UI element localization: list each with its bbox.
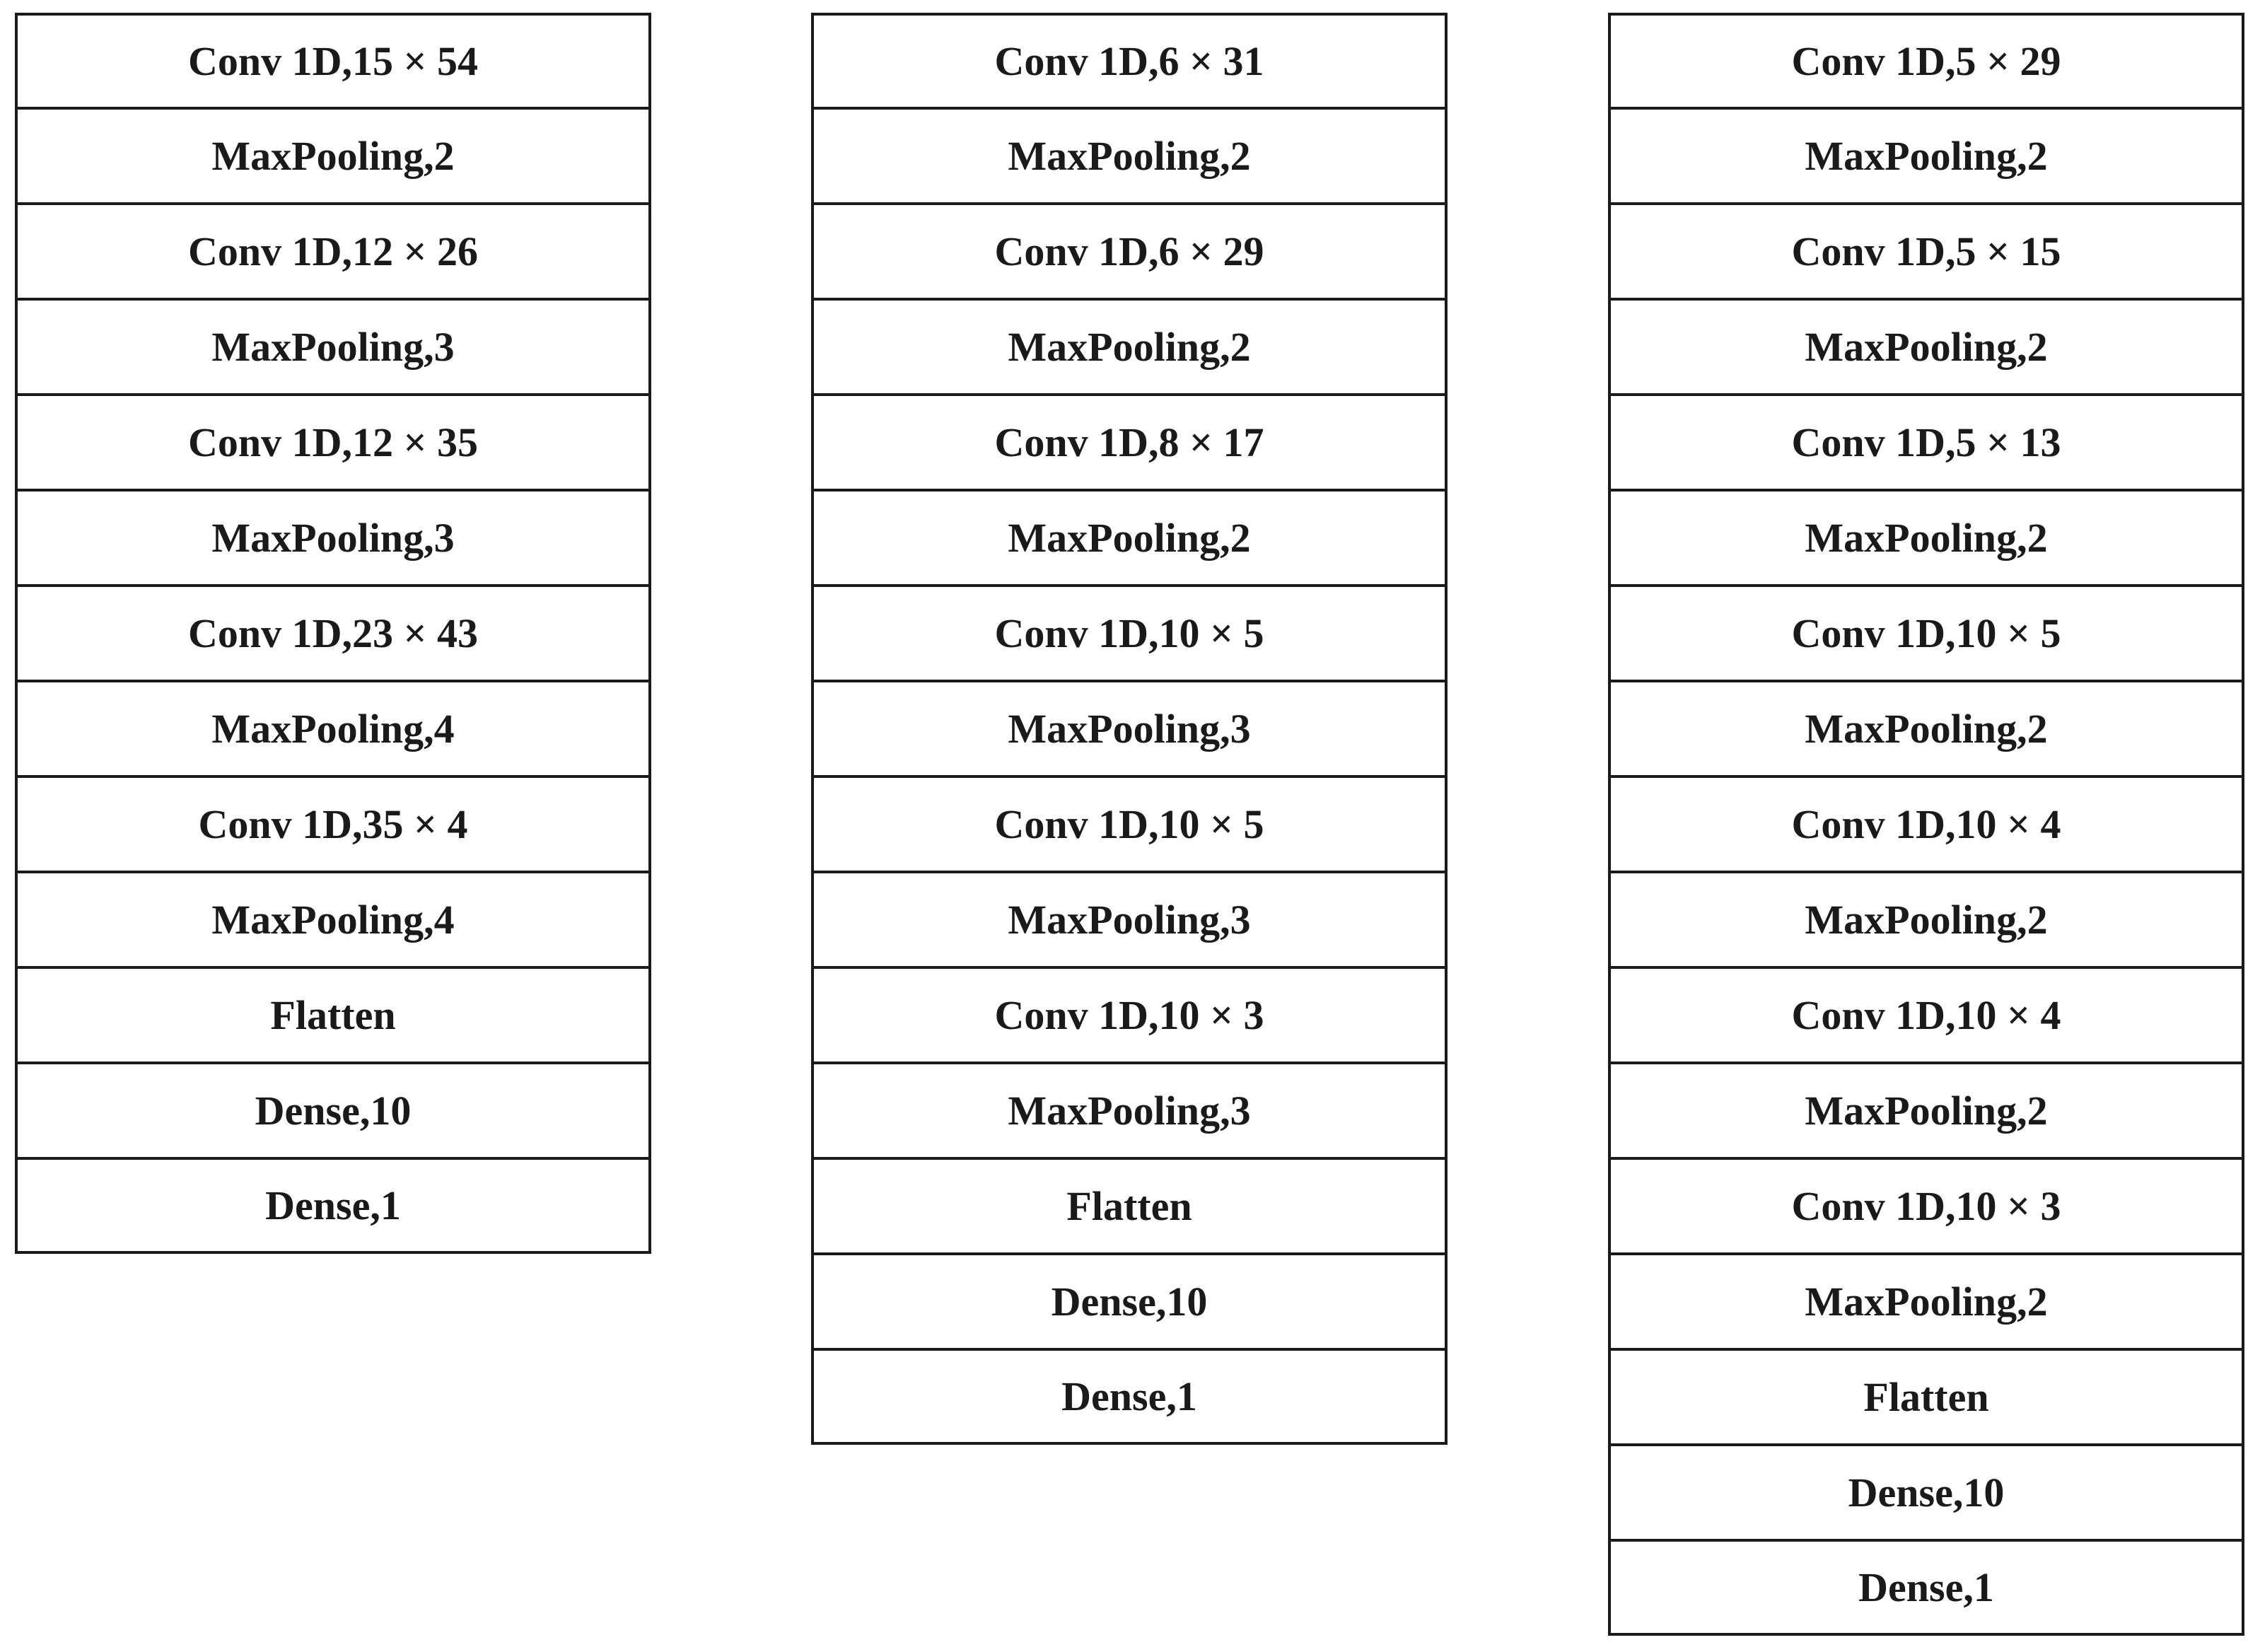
layer-box: MaxPooling,2 [1608, 1254, 2244, 1349]
layer-box: Conv 1D,12 × 35 [15, 395, 651, 490]
layer-box: Dense,10 [811, 1254, 1448, 1349]
layer-box: Conv 1D,10 × 3 [1608, 1158, 2244, 1254]
layer-box: Conv 1D,10 × 5 [811, 586, 1448, 681]
layer-box: MaxPooling,2 [1608, 1063, 2244, 1158]
layer-box: Conv 1D,12 × 26 [15, 204, 651, 299]
layer-box: Flatten [1608, 1349, 2244, 1445]
layer-box: Conv 1D,35 × 4 [15, 776, 651, 872]
layer-box: MaxPooling,2 [1608, 681, 2244, 776]
layer-box: MaxPooling,2 [811, 299, 1448, 395]
layer-box: Conv 1D,8 × 17 [811, 395, 1448, 490]
layer-box: Flatten [15, 967, 651, 1063]
layer-box: MaxPooling,3 [811, 681, 1448, 776]
layer-box: MaxPooling,3 [15, 490, 651, 586]
layer-box: Conv 1D,5 × 13 [1608, 395, 2244, 490]
network-2-layer-stack [811, 13, 1448, 1445]
layer-box: MaxPooling,2 [811, 108, 1448, 204]
layer-box: Conv 1D,6 × 29 [811, 204, 1448, 299]
layer-box: MaxPooling,2 [15, 108, 651, 204]
layer-box: MaxPooling,4 [15, 681, 651, 776]
layer-box: MaxPooling,2 [1608, 490, 2244, 586]
layer-box: Conv 1D,6 × 31 [811, 13, 1448, 108]
layer-box: MaxPooling,2 [1608, 108, 2244, 204]
layer-box: Conv 1D,15 × 54 [15, 13, 651, 108]
layer-box: MaxPooling,2 [1608, 299, 2244, 395]
layer-box: MaxPooling,2 [1608, 872, 2244, 967]
layer-box: Conv 1D,10 × 4 [1608, 776, 2244, 872]
layer-box: Conv 1D,5 × 15 [1608, 204, 2244, 299]
layer-box: Dense,10 [1608, 1445, 2244, 1540]
layer-box: Flatten [811, 1158, 1448, 1254]
layer-box: Conv 1D,10 × 5 [811, 776, 1448, 872]
layer-box: Conv 1D,23 × 43 [15, 586, 651, 681]
layer-box: MaxPooling,3 [15, 299, 651, 395]
layer-box: Dense,1 [811, 1349, 1448, 1445]
network-1-layer-stack [15, 13, 651, 1254]
layer-box: MaxPooling,4 [15, 872, 651, 967]
network-3-layer-stack [1608, 13, 2244, 1636]
layer-box: Conv 1D,5 × 29 [1608, 13, 2244, 108]
layer-box: Dense,1 [15, 1158, 651, 1254]
layer-box: Conv 1D,10 × 4 [1608, 967, 2244, 1063]
layer-box: MaxPooling,2 [811, 490, 1448, 586]
layer-box: MaxPooling,3 [811, 1063, 1448, 1158]
layer-box: MaxPooling,3 [811, 872, 1448, 967]
layer-box: Dense,10 [15, 1063, 651, 1158]
layer-box: Conv 1D,10 × 5 [1608, 586, 2244, 681]
layer-box: Dense,1 [1608, 1540, 2244, 1636]
layer-box: Conv 1D,10 × 3 [811, 967, 1448, 1063]
